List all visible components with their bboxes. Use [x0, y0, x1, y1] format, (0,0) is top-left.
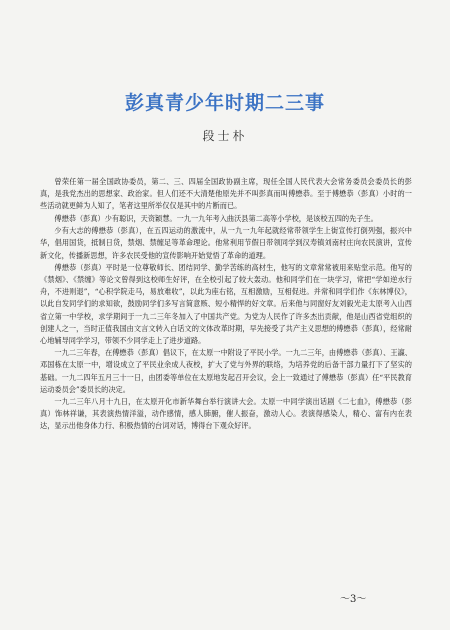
paragraph: 少有大志的傅懋恭（彭真），在五四运动的激流中，从一九一九年起就经常带领学生上街宣传打倒列强，振兴中华，倡用国货，抵制日货，禁烟、禁缠足等革命理论。他常利用节假日带领同学到汉寿镇刘南村庄向农民演讲，宣传新文化，传播新思想，许多农民受他的宣传影响开始觉悟了革命的道理。 — [40, 226, 412, 260]
page-number: ～3～ — [340, 594, 367, 605]
article-title: 彭真青少年时期二三事 — [124, 92, 325, 114]
paragraph: 一九二三年春，在傅懋恭（彭真）倡议下，在太原一中附设了平民小学。一九二三年，由傅懋恭（彭真）、王瀛、邓国栋在太原一中，增设成立了平民业余成人夜校，扩大了党与外界的联络，为培养党的后备干部力量打下了坚实的基础。一九二四年五月三十一日，由团委等单位在太原地发起召开会议，会上一致通过了傅懋恭（彭真）任“平民教育运动委员会”委员长的决定。 — [40, 348, 412, 394]
author-byline: 段士朴 — [202, 129, 248, 143]
paragraph: 傅懋恭（彭真）少有聪识，天资颖慧。一九一九年考入曲沃县第二高等小学校，是该校五四的先子生。 — [54, 213, 378, 223]
article-body — [40, 176, 412, 433]
paragraph: 傅懋恭（彭真）平时是一位尊敬师长、团结同学、勤学苦练的高材生，他写的文章常常被用来贴堂示范。他写的《禁烟》、《禁缠》等论文曾得到这校师生好评，在全校引起了较大轰动。他和同学们在一块学习，常把“学如逆水行舟，不进则退”，“心积学院走马，易放难收”，以此为座右铭，互相激励，互相促进。并常和同学们作《东林博仪》，以此自发同学们的求知欲，鼓励同学们多写言简意赅、短小精悍的好文章。后来他与同窗好友刘毅光走太原考入山西省立第一中学校，求学期间于一九二三年冬加入了中国共产党。为党为人民作了许多杰出贡献，他是山西省党组织的创建人之一，当时正值我国由文言文转入白话文的文体改革时期，早先接受了共产主义思想的傅懋恭（彭真），经常耐心地辅导同学学习，带领不少同学走上了进步道路。 — [40, 263, 412, 345]
paragraph: 一九二三年八月十九日，在太原开化市新华舞台举行演讲大会。太原一中同学演出话剧《二七血》，傅懋恭（彭真）饰林祥谦，其表演热情洋溢，动作感情，感人肺腑，催人振奋，激动人心。表演得感染人，精心、富有内在表达，显示出他身体力行、积极热情的台词对话，博得台下观众好评。 — [40, 397, 412, 431]
paragraph: 曾荣任第一届全国政协委员，第二、三、四届全国政协副主席，现任全国人民代表大会常务委员会委员长的彭真，是我党杰出的思想家、政治家。但人们还不大清楚他原先并不叫彭真而叫傅懋恭。至于傅懋恭（彭真）小时的一些活动就更鲜为人知了，笔者这里所举仅仅是其中的片断而已。 — [40, 177, 412, 211]
